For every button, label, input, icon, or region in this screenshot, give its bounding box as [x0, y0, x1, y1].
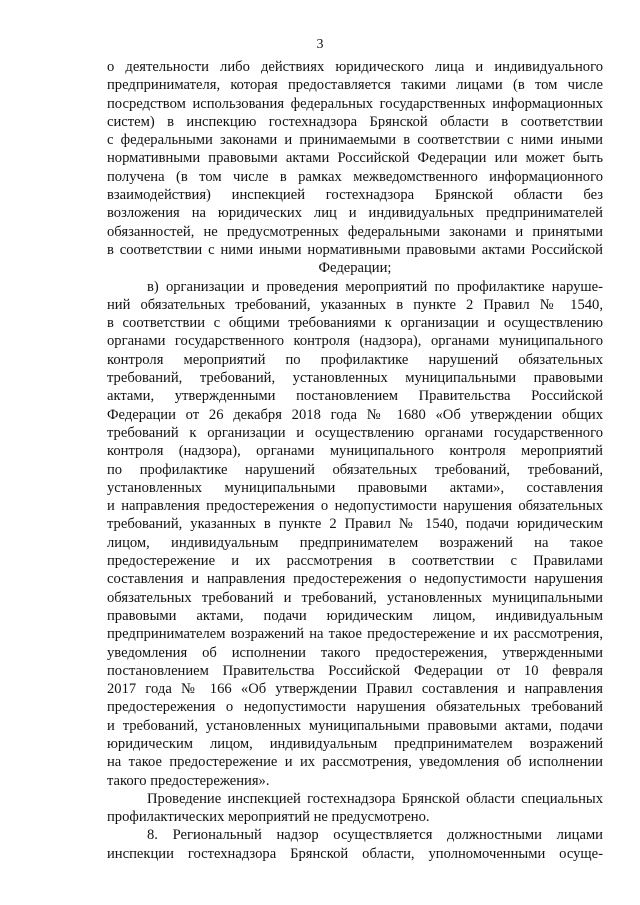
text-line: составления и направления предостережения о недопустимости нарушения — [107, 571, 603, 588]
text-line: обязанностей, не предусмотренных федеральными законами и принятыми — [107, 223, 603, 240]
text-line: юридическим лицом, индивидуальным предпринимателем возражений — [107, 735, 603, 752]
text-line: и направления предостережения о недопустимости нарушения обязательных — [107, 498, 603, 515]
text-line: 2017 года № 166 «Об утверждении Правил составления и направления — [107, 681, 603, 698]
text-line: Проведение инспекцией гостехнадзора Брянской области специальных — [147, 790, 603, 807]
text-line: взаимодействия) инспекцией гостехнадзора Брянской области без — [107, 187, 603, 204]
text-line: на такое предостережение и их рассмотрения, уведомления об исполнении — [107, 754, 603, 771]
text-line: уведомления об исполнении такого предостережения, утвержденными — [107, 644, 603, 661]
text-line: 8. Региональный надзор осуществляется должностными лицами — [147, 827, 603, 844]
text-line: систем) в инспекцию гостехнадзора Брянской области в соответствии — [107, 113, 603, 130]
text-line: в соответствии с общими требованиями к организации и осуществлению — [107, 315, 603, 332]
text-line: актами, утвержденными постановлением Правительства Российской — [107, 388, 603, 405]
text-line: постановлением Правительства Российской Федерации от 10 февраля — [107, 662, 603, 679]
text-line: контроля мероприятий по профилактике нарушений обязательных — [107, 351, 603, 368]
text-line: Федерации; — [318, 260, 392, 277]
text-line: с федеральными законами и принимаемыми в соответствии с ними иными — [107, 132, 603, 149]
text-line: предостережение и их рассмотрения в соответствии с Правилами — [107, 553, 603, 570]
text-line: Федерации от 26 декабря 2018 года № 1680 «Об утверждении общих — [107, 406, 603, 423]
text-line: предостережения о недопустимости нарушения обязательных требований — [107, 699, 603, 716]
text-line: посредством использования федеральных государственных информационных — [107, 95, 603, 112]
text-line: правовыми актами, подачи юридическим лицом, индивидуальным — [107, 607, 603, 624]
text-line: лицом, индивидуальным предпринимателем возражений на такое — [107, 534, 603, 551]
text-line: требований, требований, установленных муниципальными правовыми — [107, 370, 603, 387]
page-number: 3 — [316, 37, 324, 52]
text-line: требований к организации и осуществлению органами государственного — [107, 424, 603, 441]
text-line: получена (в том числе в рамках межведомственного информационного — [107, 168, 603, 185]
text-line: органами государственного контроля (надзора), органами муниципального — [107, 333, 603, 350]
text-line: контроля (надзора), органами муниципального контроля мероприятий — [107, 443, 603, 460]
text-line: нормативными правовыми актами Российской Федерации или может быть — [107, 150, 603, 167]
text-line: по профилактике нарушений обязательных требований, требований, — [107, 461, 603, 478]
text-line: предпринимателя, которая предоставляется такими лицами (в том числе — [107, 77, 603, 94]
text-line: возложения на юридических лиц и индивидуальных предпринимателей — [107, 205, 603, 222]
text-line: такого предостережения». — [107, 772, 270, 789]
document-body — [107, 58, 603, 863]
text-line: в) организации и проведения мероприятий по профилактике наруше- — [147, 278, 603, 295]
text-line: предпринимателем возражений на такое предостережение и их рассмотрения, — [107, 626, 603, 643]
text-line: о деятельности либо действиях юридического лица и индивидуального — [107, 59, 603, 75]
text-line: обязательных требований и требований, установленных муниципальными — [107, 589, 603, 606]
text-line: в соответствии с ними иными нормативными правовыми актами Российской — [107, 241, 603, 258]
text-line: установленных муниципальными правовыми актами», составления — [107, 479, 603, 496]
text-line: требований, указанных в пункте 2 Правил № 1540, подачи юридическим — [107, 516, 603, 533]
text-line: профилактических мероприятий не предусмотрено. — [107, 809, 430, 826]
text-line: ний обязательных требований, указанных в пункте 2 Правил № 1540, — [107, 296, 603, 313]
text-line: инспекции гостехнадзора Брянской области, уполномоченными осуще- — [107, 845, 603, 862]
text-line: и требований, установленных муниципальными правовыми актами, подачи — [107, 717, 603, 734]
